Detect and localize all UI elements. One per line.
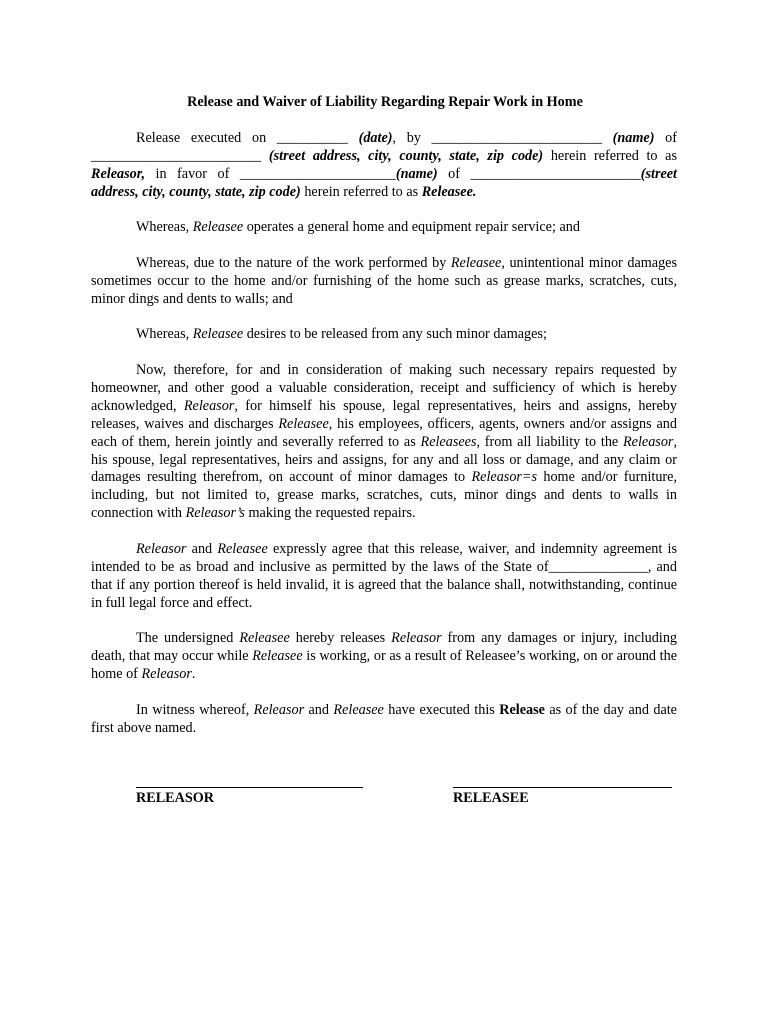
paragraph-agreement-scope: Releasor and Releasee expressly agree that this release, waiver, and indemnity agreement is intended to be as broad and inclusive as permitted by the laws of the State of______________, and that if any portion thereof is held invalid, it is agreed that the balance shall, notwithstanding, continue in full legal force and effect. bbox=[91, 541, 677, 611]
paragraph-now-therefore: Now, therefore, for and in consideration of making such necessary repairs requested by homeowner, and other good a valuable consideration, receipt and sufficiency of which is hereby acknowledged, Releasor, for himself his spouse, legal representatives, heirs and assigns, hereby releases, waives and discharges Releasee, his employees, officers, agents, owners and/or assigns and each of them, herein jointly and severally referred to as Releasees, from all liability to the Releasor, his spouse, legal representatives, heirs and assigns, for any and all loss or damage, and any claim or damages resulting therefrom, on account of minor damages to Releasor=s home and/or furniture, including, but not limited to, grease marks, scratches, cuts, minor dings and dents to walls in connection with Releasor’s making the requested repairs. bbox=[91, 362, 677, 522]
releasee-signature-line bbox=[453, 787, 672, 788]
document-title: Release and Waiver of Liability Regarding Repair Work in Home bbox=[187, 94, 583, 110]
paragraph-undersigned: The undersigned Releasee hereby releases Releasor from any damages or injury, including death, that may occur while Releasee is working, or as a result of Releasee’s working, on or around the home of Releasor. bbox=[91, 630, 678, 682]
paragraph-whereas-release: Whereas, Releasee desires to be released from any such minor damages; bbox=[136, 326, 547, 342]
paragraph-whereas-damages: Whereas, due to the nature of the work performed by Releasee, unintentional minor damages sometimes occur to the home and/or furnishing of the home such as grease marks, scratches, cuts, minor dings and dents to walls; and bbox=[91, 255, 677, 307]
paragraph-parties: Release executed on __________ (date), by ________________________ (name) of ________________________ (street address, city, county, state, zip code) herein referred to as Releasor, in favor of ______________________(name) of ________________________(street address, city, county, state, zip code) herein referred to as Releasee. bbox=[91, 130, 678, 200]
releasor-label: RELEASOR bbox=[136, 790, 215, 806]
paragraph-whereas-service: Whereas, Releasee operates a general home and equipment repair service; and bbox=[136, 219, 580, 235]
paragraph-witness: In witness whereof, Releasor and Releasee have executed this Release as of the day and date first above named. bbox=[91, 702, 677, 736]
releasor-signature-line bbox=[136, 787, 363, 788]
releasee-label: RELEASEE bbox=[453, 790, 529, 806]
